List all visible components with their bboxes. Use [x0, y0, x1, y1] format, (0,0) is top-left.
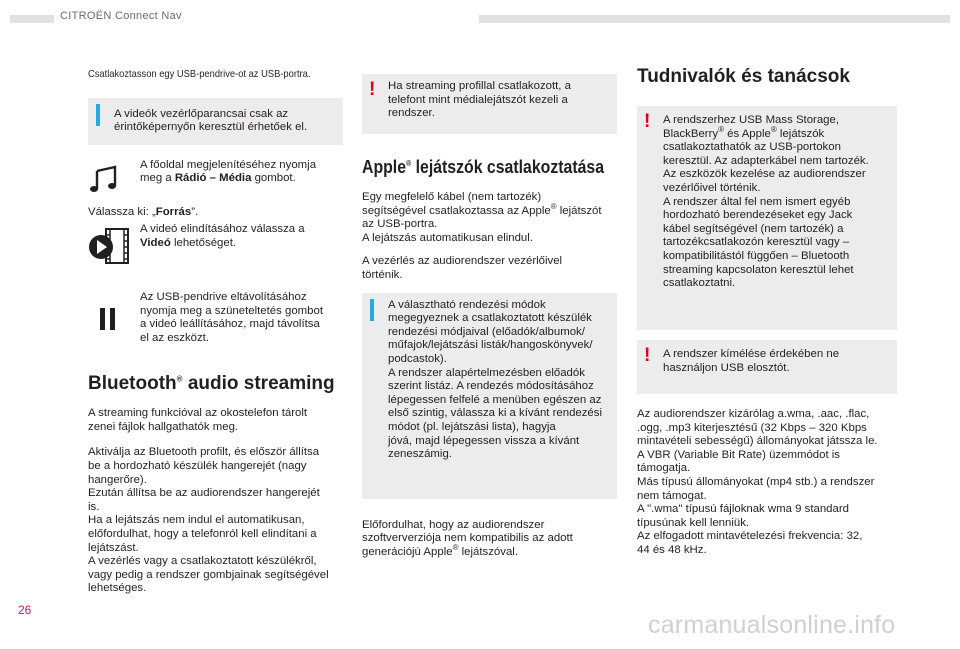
apple-p1-sup: ®	[550, 201, 557, 211]
w1-sup2: ®	[770, 124, 777, 134]
usb-intro-text: Csatlakoztasson egy USB-pendrive-ot az USB-portra.	[88, 69, 311, 80]
warning-text: Ha streaming profillal csatlakozott, a telefont mint médialejátszót kezeli a rendszer.	[388, 80, 571, 120]
compat-sup: ®	[452, 542, 459, 552]
column-middle	[362, 74, 617, 559]
info-icon	[369, 299, 376, 326]
select-a: Válassza ki: „	[88, 205, 156, 218]
watermark-text: carmanualsonline.info	[648, 611, 896, 639]
bt-heading-a: Bluetooth	[88, 373, 177, 395]
video-label: Videó	[140, 236, 171, 249]
bt-heading-b: audio streaming	[182, 373, 335, 395]
heading-bluetooth-streaming	[88, 373, 343, 395]
info-text: A videók vezérlőparancsai csak az érintőképernyőn keresztül érhetőek el.	[114, 107, 308, 134]
step-video-b: lehetőséget.	[170, 236, 237, 249]
file-format-text: Az audiorendszer kizárólag a.wma, .aac, .flac, .ogg, .mp3 kiterjesztésű (32 Kbps – 320 Kbps mintavételi sebességű) állományokat játssza le. A VBR (Variable Bit Rate) üzemmódot is támogatja. Más típusú állományokat (mp4 stb.) a rendszer nem támogat. A ".wma" típusú fájloknak wma 9 standard típusúnak kell lenniük. Az elfogadott mintavételezési frekvencia: 32, 44 és 48 kHz.	[637, 408, 878, 556]
apple-paragraph-1	[362, 191, 617, 245]
step-main-page	[88, 159, 343, 195]
apple-p1-a: Egy megfelelő kábel (nem tartozék) segítségével csatlakoztassa az Apple	[362, 191, 551, 217]
w1-a: A rendszerhez USB Mass Storage, BlackBerry	[663, 114, 840, 140]
bt-paragraph-2: Aktiválja az Bluetooth profilt, és először állítsa be a hordozható készülék hangerejét (nagy hangerőre). Ezután állítsa be az audiorendszer hangerejét is. Ha a lejátszás nem indul el automatikusan, előfordulhat, hogy a telefonról kell elindítani a lejátszást. A vezérlés vagy a csatlakoztatott készülékről, vagy pedig a rendszer gombjainak segítségével lehetséges.	[88, 446, 329, 595]
warning-box-streaming	[362, 74, 617, 134]
info-box-sorting	[362, 293, 617, 499]
warning-icon: !	[644, 345, 651, 366]
w1-b: és Apple	[723, 127, 771, 140]
warning-box-usb-hub	[637, 340, 897, 394]
select-b: ”.	[191, 205, 199, 218]
apple-heading-sup: ®	[406, 159, 412, 168]
sorting-info-text: A választható rendezési módok megegyeznek a csatlakoztatott készülék rendezési módjaival (előadók/albumok/ műfajok/lejátszási listák/hangoskönyvek/ podcastok). A rendszer alapértelmezésben előadók szerint listáz. A rendezés módosításához lépegessen felfelé a menüben egészen az első szintig, válassza ki a kívánt rendezési módot (pl. lejátszási lista), hagyja jóvá, majd lépegessen vissza a kívánt zeneszámig.	[388, 298, 602, 461]
usb-devices-text	[643, 111, 891, 291]
video-film-icon	[88, 223, 132, 265]
apple-compat-text	[362, 519, 617, 560]
w1-c: lejátszók csatlakoztathatók az USB-portokon keresztül. Az adapterkábel nem tartozék. Az eszközök kezelése az audiorendszer vezérlőivel történik. A rendszer által fel nem ismert egyéb hordozható berendezéseket egy Jack kábel segítségével (nem tartozék) a tartozékcsatlakozón keresztül vagy – kompatibilitástól függően – Bluetooth streaming kapcsolaton keresztül lehet csatlakoztatni.	[663, 127, 869, 290]
step-pause	[88, 291, 343, 349]
apple-p1-b: lejátszót az USB-portra. A lejátszás automatikusan elindul.	[362, 204, 602, 244]
w1-sup1: ®	[718, 124, 724, 134]
compat-a: Előfordulhat, hogy az audiorendszer szoftververziója nem kompatibilis az adott generációjú Apple	[362, 518, 573, 558]
step-video	[88, 223, 343, 283]
bt-heading-sup: ®	[176, 374, 183, 384]
step-pause-text: Az USB-pendrive eltávolításához nyomja meg a szüneteltetés gombot a videó leállításához, majd távolítsa el az eszközt.	[140, 291, 323, 344]
source-label: Forrás	[155, 205, 192, 218]
compat-b: lejátszóval.	[458, 545, 518, 558]
step-main-text-b: gombot.	[251, 172, 296, 185]
heading-apple-players	[362, 156, 605, 178]
column-left	[88, 58, 343, 596]
bt-paragraph-1: A streaming funkcióval az okostelefon tárolt zenei fájlok hallgathatók meg.	[88, 407, 308, 433]
radio-media-label: Rádió – Média	[174, 172, 252, 185]
header-bar-right	[479, 15, 950, 23]
step-video-a: A videó elindításához válassza a	[140, 223, 305, 236]
apple-heading-a: Apple	[362, 157, 407, 177]
warning-icon: !	[369, 79, 376, 100]
apple-paragraph-2: A vezérlés az audiorendszer vezérlőivel történik.	[362, 255, 563, 281]
usb-hub-text: A rendszer kímélése érdekében ne használjon USB elosztót.	[663, 348, 840, 374]
warning-icon: !	[644, 111, 651, 132]
apple-heading-b: lejátszók csatlakoztatása	[411, 157, 605, 177]
step-main-text	[88, 159, 343, 186]
music-note-icon	[88, 159, 126, 199]
step-main-text-a: A főoldal megjelenítéséhez nyomja meg a	[140, 158, 317, 185]
running-header-title: CITROËN Connect Nav	[60, 10, 182, 22]
info-box-video-controls	[88, 98, 343, 145]
select-source-text	[88, 206, 343, 220]
heading-tips: Tudnivalók és tanácsok	[637, 66, 850, 87]
warning-box-usb-devices	[637, 106, 897, 330]
column-right	[637, 66, 897, 558]
header-bar-left	[10, 15, 54, 23]
page-number: 26	[18, 603, 32, 617]
pause-icon	[88, 291, 126, 331]
